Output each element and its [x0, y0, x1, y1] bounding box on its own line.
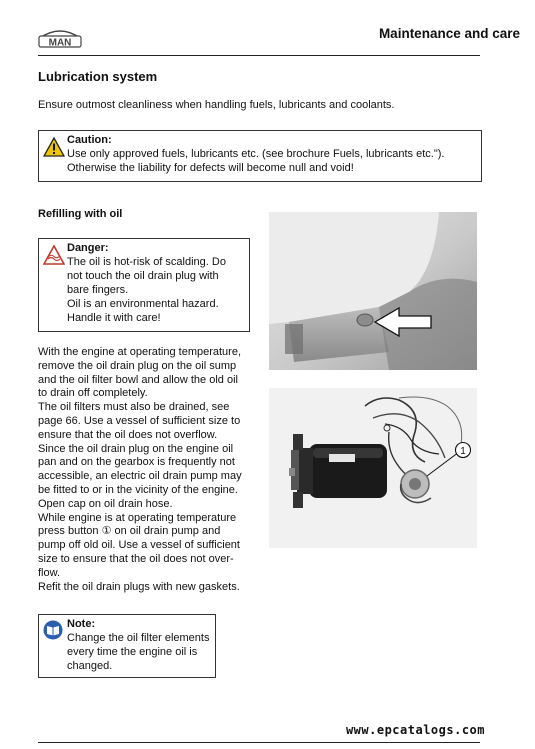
danger-line: The oil is hot-risk of scalding. Do — [67, 256, 226, 268]
danger-line: not touch the oil drain plug with — [67, 270, 219, 282]
body-line: Since the oil drain plug on the engine oil — [38, 442, 234, 455]
header-rule — [38, 55, 480, 56]
body-line: press button ① on oil drain pump and — [38, 525, 221, 538]
body-line: accessible, an electric oil drain pump may — [38, 470, 242, 483]
note-line: Change the oil filter elements — [67, 632, 210, 644]
body-line: The oil filters must also be drained, see — [38, 401, 230, 414]
body-line: pump off old oil. Use a vessel of sufficient — [38, 539, 240, 552]
refill-instructions — [38, 346, 253, 594]
note-box — [38, 614, 216, 678]
body-line: Refit the oil drain plugs with new gaskets. — [38, 580, 240, 593]
danger-line: Oil is an environmental hazard. — [67, 298, 219, 310]
body-line: be fitted to or in the vicinity of the engine. — [38, 483, 238, 496]
subsection-heading: Refilling with oil — [38, 208, 123, 220]
body-line: While engine is at operating temperature — [38, 511, 237, 524]
note-book-icon — [43, 620, 63, 640]
page-header-title: Maintenance and care — [378, 26, 520, 41]
body-line: remove the oil drain plug on the oil sump — [38, 359, 237, 372]
body-line: flow. — [38, 566, 61, 579]
body-line: size to ensure that the oil does not over- — [38, 552, 234, 565]
callout-number: 1 — [460, 446, 466, 457]
danger-line: bare fingers. — [67, 284, 129, 296]
caution-heading: Caution: — [67, 134, 112, 146]
note-heading: Note: — [67, 618, 96, 630]
body-line: Open cap on oil drain hose. — [38, 497, 173, 510]
danger-line: Handle it with care! — [67, 312, 161, 324]
body-line: ensure that the oil does not overflow. — [38, 428, 218, 441]
caution-box — [38, 130, 482, 182]
caution-line: Use only approved fuels, lubricants etc. (see brochure Fuels, lubricants etc."). — [67, 148, 445, 160]
caution-line: Otherwise the liability for defects will become null and void! — [67, 162, 354, 174]
footer-rule — [38, 742, 480, 743]
danger-box — [38, 238, 250, 332]
oil-sump-photo — [269, 212, 477, 370]
note-line: changed. — [67, 660, 113, 672]
body-line: With the engine at operating temperature, — [38, 346, 242, 358]
body-line: to drain off completely. — [38, 387, 148, 400]
warning-triangle-icon — [43, 245, 65, 265]
body-line: and the oil filter bowl and allow the old oil — [38, 373, 238, 386]
body-line: pan and on the gearbox is frequently not — [38, 456, 235, 469]
intro-text: Ensure outmost cleanliness when handling fuels, lubricants and coolants. — [38, 99, 395, 111]
danger-heading: Danger: — [67, 242, 109, 254]
logo-text: MAN — [48, 37, 72, 49]
warning-triangle-icon — [43, 137, 65, 157]
note-line: every time the engine oil is — [67, 646, 198, 658]
section-title: Lubrication system — [38, 69, 158, 84]
body-line: page 66. Use a vessel of sufficient size to — [38, 414, 241, 427]
oil-drain-pump-photo — [269, 388, 477, 548]
watermark-url: www.epcatalogs.com — [345, 723, 485, 737]
